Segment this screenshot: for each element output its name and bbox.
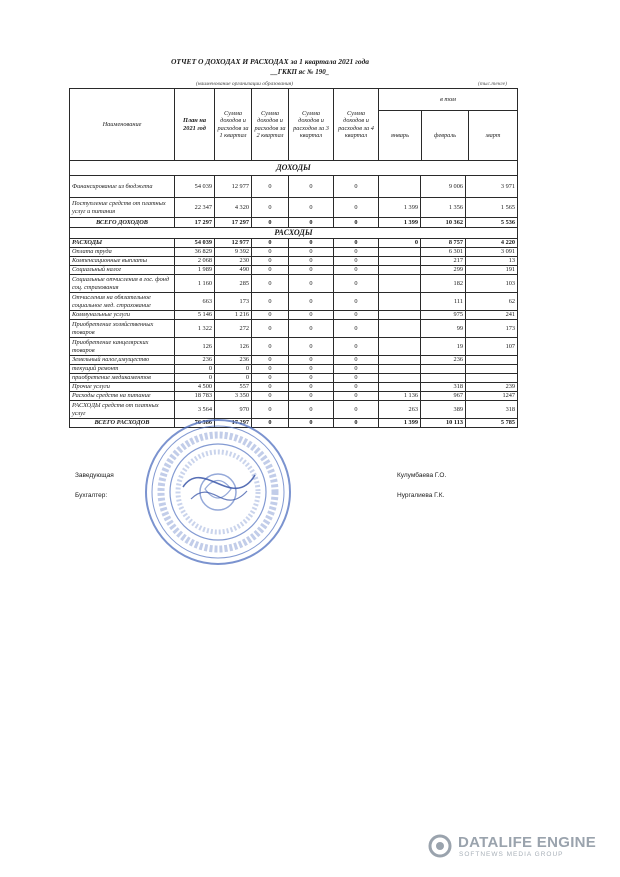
cell-jan <box>379 293 421 311</box>
accountant-name: Нургалиева Г.К. <box>397 492 445 499</box>
cell-feb: 99 <box>421 320 466 338</box>
cell-q2: 0 <box>252 320 289 338</box>
row-name: Прочие услуги <box>70 383 175 392</box>
cell-plan: 1 989 <box>175 266 215 275</box>
cell-q2: 0 <box>252 356 289 365</box>
expense-row <box>70 239 518 248</box>
cell-jan: 1 399 <box>379 198 421 218</box>
cell-plan: 4 500 <box>175 383 215 392</box>
cell-jan <box>379 275 421 293</box>
cell-q4: 0 <box>334 176 379 198</box>
cell-q3: 0 <box>289 198 334 218</box>
cell-q1: 3 350 <box>215 392 252 401</box>
row-name: Социальные отчисления в гос. фонд соц. страхования <box>70 275 175 293</box>
cell-feb <box>421 374 466 383</box>
expense-section-row <box>70 228 518 239</box>
row-name: Оплата труда <box>70 248 175 257</box>
cell-jan <box>379 338 421 356</box>
expense-row <box>70 275 518 293</box>
cell-mar: 318 <box>466 401 518 419</box>
cell-feb: 318 <box>421 383 466 392</box>
cell-q4: 0 <box>334 311 379 320</box>
cell-jan <box>379 320 421 338</box>
expense-row <box>70 311 518 320</box>
cell-q2: 0 <box>252 293 289 311</box>
expense-row <box>70 383 518 392</box>
cell-plan: 2 068 <box>175 257 215 266</box>
cell-q4: 0 <box>334 257 379 266</box>
signature-stroke <box>183 475 255 488</box>
row-name: Поступление средств от платных услуг и питания <box>70 198 175 218</box>
cell-feb: 967 <box>421 392 466 401</box>
cell-q1: 0 <box>215 365 252 374</box>
datalife-logo-icon <box>428 834 452 858</box>
cell-q4: 0 <box>334 401 379 419</box>
cell-plan: 17 297 <box>175 218 215 228</box>
cell-q4: 0 <box>334 218 379 228</box>
cell-q3: 0 <box>289 176 334 198</box>
cell-q3: 0 <box>289 338 334 356</box>
row-name: Земельный налог,имущество <box>70 356 175 365</box>
cell-plan: 5 146 <box>175 311 215 320</box>
expense-row <box>70 356 518 365</box>
cell-plan: 36 829 <box>175 248 215 257</box>
cell-q3: 0 <box>289 356 334 365</box>
col-q1-header: Сумма доходов и расходов за 1 квартал <box>215 89 252 161</box>
cell-mar: 5 536 <box>466 218 518 228</box>
cell-q1: 17 297 <box>215 419 252 428</box>
cell-feb: 236 <box>421 356 466 365</box>
cell-q2: 0 <box>252 176 289 198</box>
cell-q4: 0 <box>334 266 379 275</box>
cell-mar: 107 <box>466 338 518 356</box>
cell-q4: 0 <box>334 356 379 365</box>
cell-q4: 0 <box>334 383 379 392</box>
watermark-brand: DATALIFE ENGINE <box>458 834 597 851</box>
cell-q1: 173 <box>215 293 252 311</box>
col-q3-header: Сумма доходов и расходов за 3 квартал <box>289 89 334 161</box>
cell-q3: 0 <box>289 383 334 392</box>
cell-feb <box>421 365 466 374</box>
cell-mar <box>466 365 518 374</box>
cell-q3: 0 <box>289 311 334 320</box>
row-name: РАСХОДЫ средств от платных услуг <box>70 401 175 419</box>
row-name: Социальный налог <box>70 266 175 275</box>
col-mar-header: март <box>485 131 501 139</box>
cell-q1: 126 <box>215 338 252 356</box>
expense-section-title: РАСХОДЫ <box>70 228 518 239</box>
expense-row <box>70 257 518 266</box>
income-row <box>70 198 518 218</box>
accountant-label: Бухгалтер: <box>75 492 108 499</box>
cell-feb: 10 362 <box>421 218 466 228</box>
cell-q4: 0 <box>334 374 379 383</box>
cell-q4: 0 <box>334 392 379 401</box>
row-name: Компенсационные выплаты <box>70 257 175 266</box>
cell-plan: 22 347 <box>175 198 215 218</box>
cell-q3: 0 <box>289 392 334 401</box>
cell-mar: 1 565 <box>466 198 518 218</box>
row-name: Отчисления на обязательное социальное мед. страхование <box>70 293 175 311</box>
cell-q2: 0 <box>252 419 289 428</box>
cell-plan: 3 564 <box>175 401 215 419</box>
cell-q4: 0 <box>334 239 379 248</box>
cell-mar <box>466 374 518 383</box>
cell-q3: 0 <box>289 275 334 293</box>
col-plan-header: План на 2021 год <box>175 89 215 161</box>
cell-q2: 0 <box>252 365 289 374</box>
cell-jan: 0 <box>379 239 421 248</box>
cell-plan: 0 <box>175 365 215 374</box>
col-feb-header: февраль <box>422 111 469 160</box>
cell-mar: 62 <box>466 293 518 311</box>
organization-line: __ГККП яс № 190_ <box>270 68 330 76</box>
cell-mar: 5 785 <box>466 419 518 428</box>
cell-q2: 0 <box>252 198 289 218</box>
cell-plan: 0 <box>175 374 215 383</box>
cell-q3: 0 <box>289 218 334 228</box>
row-name: Приобретение канцелярских товаров <box>70 338 175 356</box>
cell-jan <box>379 248 421 257</box>
expense-row <box>70 374 518 383</box>
monthly-breakdown-header <box>379 89 518 161</box>
expense-row <box>70 338 518 356</box>
cell-feb: 19 <box>421 338 466 356</box>
cell-mar: 173 <box>466 320 518 338</box>
watermark-subtitle: SOFTNEWS MEDIA GROUP <box>459 851 564 858</box>
cell-plan: 76 386 <box>175 419 215 428</box>
row-name: ВСЕГО ДОХОДОВ <box>70 218 175 228</box>
incl-label: в том <box>379 89 517 111</box>
cell-q1: 4 320 <box>215 198 252 218</box>
cell-jan: 1 399 <box>379 218 421 228</box>
cell-q2: 0 <box>252 401 289 419</box>
cell-plan: 18 783 <box>175 392 215 401</box>
cell-q2: 0 <box>252 266 289 275</box>
cell-q3: 0 <box>289 248 334 257</box>
cell-q1: 12 977 <box>215 176 252 198</box>
cell-q1: 490 <box>215 266 252 275</box>
head-name: Кулумбаева Г.О. <box>397 472 447 479</box>
units-note: (тыс.тенге) <box>478 81 507 87</box>
table-body <box>70 161 518 428</box>
cell-jan <box>379 365 421 374</box>
cell-plan: 1 160 <box>175 275 215 293</box>
cell-q4: 0 <box>334 419 379 428</box>
cell-feb: 389 <box>421 401 466 419</box>
expense-row <box>70 266 518 275</box>
cell-plan: 236 <box>175 356 215 365</box>
cell-jan: 1 399 <box>379 419 421 428</box>
datalife-watermark <box>428 830 608 864</box>
cell-mar: 4 220 <box>466 239 518 248</box>
row-name: Расходы средств на питание <box>70 392 175 401</box>
cell-q1: 557 <box>215 383 252 392</box>
expense-row <box>70 293 518 311</box>
cell-mar: 1247 <box>466 392 518 401</box>
cell-q3: 0 <box>289 365 334 374</box>
cell-q2: 0 <box>252 392 289 401</box>
cell-q2: 0 <box>252 218 289 228</box>
table-header-row <box>70 89 518 161</box>
cell-feb: 10 113 <box>421 419 466 428</box>
cell-q1: 0 <box>215 374 252 383</box>
row-name: Приобретение хозяйственных товаров <box>70 320 175 338</box>
cell-jan <box>379 257 421 266</box>
row-name: Финансирование из бюджета <box>70 176 175 198</box>
row-name: РАСХОДЫ <box>70 239 175 248</box>
cell-mar: 241 <box>466 311 518 320</box>
cell-q3: 0 <box>289 293 334 311</box>
cell-q1: 17 297 <box>215 218 252 228</box>
cell-q4: 0 <box>334 248 379 257</box>
row-name: текущий ремонт <box>70 365 175 374</box>
official-round-stamp <box>143 417 293 567</box>
cell-mar: 3 091 <box>466 248 518 257</box>
income-expense-table <box>69 88 518 428</box>
cell-jan: 1 136 <box>379 392 421 401</box>
cell-feb: 217 <box>421 257 466 266</box>
cell-mar <box>466 356 518 365</box>
expense-row <box>70 392 518 401</box>
cell-plan: 1 322 <box>175 320 215 338</box>
cell-jan <box>379 266 421 275</box>
cell-mar: 239 <box>466 383 518 392</box>
cell-q4: 0 <box>334 275 379 293</box>
cell-q4: 0 <box>334 293 379 311</box>
col-q4-header: Сумма доходов и расходов за 4 квартал <box>334 89 379 161</box>
cell-q3: 0 <box>289 239 334 248</box>
row-name: приобретение медикаментов <box>70 374 175 383</box>
cell-feb: 299 <box>421 266 466 275</box>
cell-q1: 230 <box>215 257 252 266</box>
cell-feb: 9 006 <box>421 176 466 198</box>
cell-q4: 0 <box>334 320 379 338</box>
cell-q2: 0 <box>252 257 289 266</box>
cell-plan: 663 <box>175 293 215 311</box>
cell-q3: 0 <box>289 419 334 428</box>
expense-row <box>70 320 518 338</box>
cell-q2: 0 <box>252 248 289 257</box>
cell-q3: 0 <box>289 257 334 266</box>
cell-mar: 13 <box>466 257 518 266</box>
head-label: Заведующая <box>75 472 114 479</box>
expense-row <box>70 248 518 257</box>
organization-caption: (наименование организации образования) <box>196 81 294 87</box>
cell-mar: 3 971 <box>466 176 518 198</box>
cell-feb: 6 301 <box>421 248 466 257</box>
cell-plan: 54 039 <box>175 176 215 198</box>
col-jan-header: январь <box>379 111 422 160</box>
cell-q1: 1 216 <box>215 311 252 320</box>
cell-feb: 975 <box>421 311 466 320</box>
cell-jan <box>379 383 421 392</box>
cell-feb: 1 356 <box>421 198 466 218</box>
income-section-title: ДОХОДЫ <box>70 161 518 176</box>
col-q2-header: Сумма доходов и расходов за 2 квартал <box>252 89 289 161</box>
cell-q2: 0 <box>252 374 289 383</box>
row-name: ВСЕГО РАСХОДОВ <box>70 419 175 428</box>
report-title: ОТЧЕТ О ДОХОДАХ И РАСХОДАХ за 1 квартала 2021 года <box>170 57 370 66</box>
total-row <box>70 218 518 228</box>
cell-q3: 0 <box>289 401 334 419</box>
cell-q3: 0 <box>289 266 334 275</box>
col-name-header: Наименование <box>70 89 175 161</box>
cell-q3: 0 <box>289 320 334 338</box>
cell-q3: 0 <box>289 374 334 383</box>
row-name: Коммунальные услуги <box>70 311 175 320</box>
cell-mar: 191 <box>466 266 518 275</box>
cell-q1: 970 <box>215 401 252 419</box>
cell-jan: 263 <box>379 401 421 419</box>
cell-q1: 285 <box>215 275 252 293</box>
cell-mar: 103 <box>466 275 518 293</box>
cell-jan <box>379 374 421 383</box>
cell-jan <box>379 356 421 365</box>
income-section-row <box>70 161 518 176</box>
cell-plan: 54 039 <box>175 239 215 248</box>
cell-q1: 236 <box>215 356 252 365</box>
cell-q1: 9 392 <box>215 248 252 257</box>
cell-q1: 12 977 <box>215 239 252 248</box>
cell-jan <box>379 311 421 320</box>
cell-q2: 0 <box>252 311 289 320</box>
cell-q4: 0 <box>334 338 379 356</box>
cell-q4: 0 <box>334 365 379 374</box>
cell-q1: 272 <box>215 320 252 338</box>
cell-jan <box>379 176 421 198</box>
income-row <box>70 176 518 198</box>
expense-row <box>70 401 518 419</box>
cell-q2: 0 <box>252 383 289 392</box>
cell-feb: 182 <box>421 275 466 293</box>
cell-feb: 111 <box>421 293 466 311</box>
expense-row <box>70 365 518 374</box>
total-row <box>70 419 518 428</box>
cell-q2: 0 <box>252 338 289 356</box>
cell-plan: 126 <box>175 338 215 356</box>
cell-q2: 0 <box>252 275 289 293</box>
cell-q4: 0 <box>334 198 379 218</box>
cell-feb: 8 757 <box>421 239 466 248</box>
cell-q2: 0 <box>252 239 289 248</box>
